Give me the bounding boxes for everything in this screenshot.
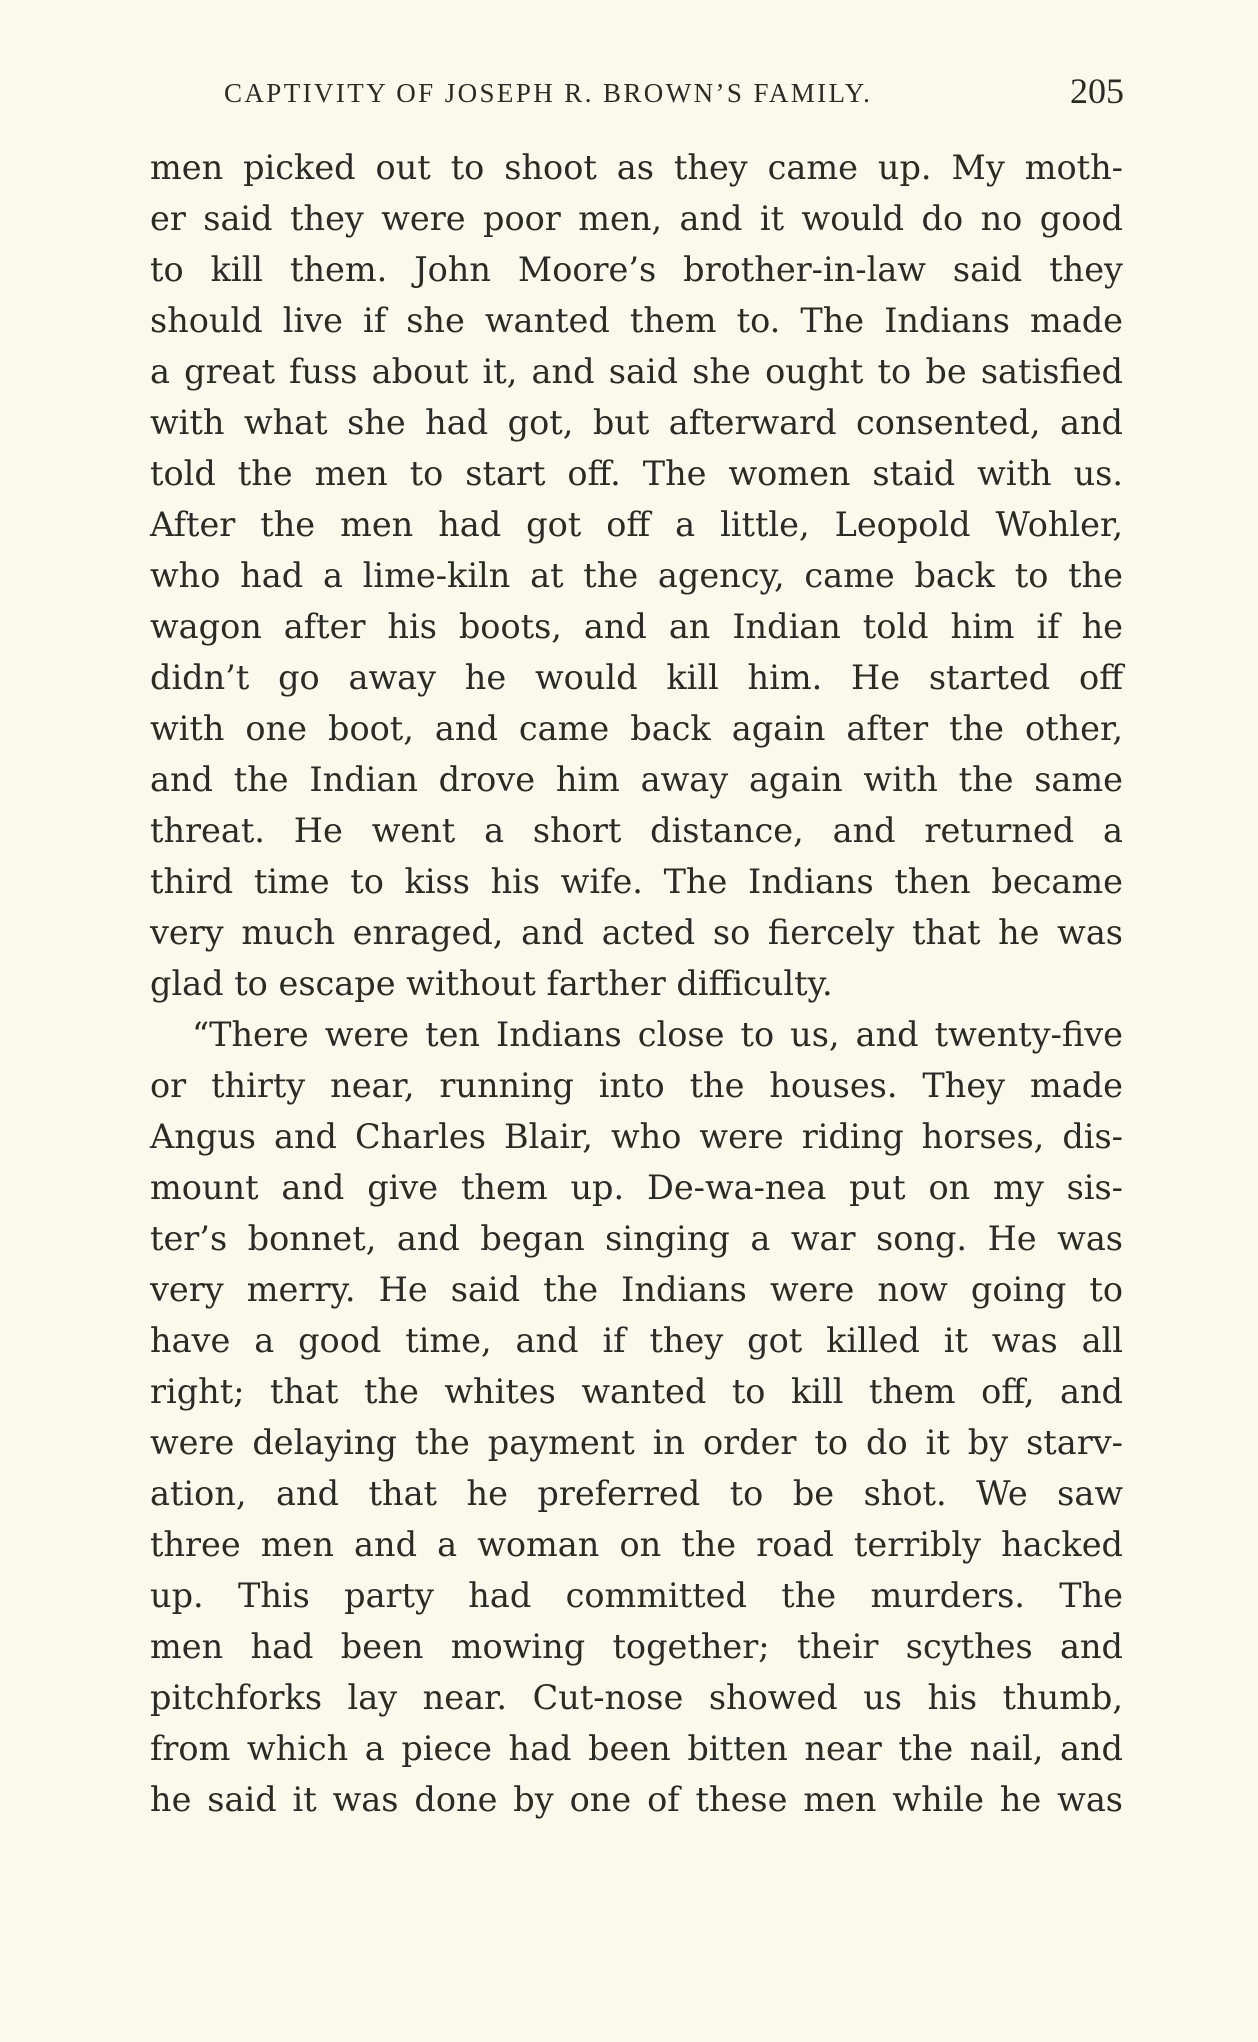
body-text — [150, 142, 1123, 1825]
running-head — [224, 70, 1124, 118]
text-line: with what she had got, but afterward consented, and — [150, 403, 1123, 442]
text-line: pitchforks lay near. Cut-nose showed us his thumb, — [150, 1678, 1123, 1717]
text-line-paragraph-start: “There were ten Indians close to us, and twenty-five — [192, 1015, 1123, 1054]
text-line: wagon after his boots, and an Indian told him if he — [150, 607, 1123, 646]
text-line: or thirty near, running into the houses. They made — [150, 1066, 1123, 1105]
text-line: men picked out to shoot as they came up. My moth- — [150, 148, 1123, 187]
text-line: third time to kiss his wife. The Indians then became — [150, 862, 1123, 901]
text-line: from which a piece had been bitten near the nail, and — [150, 1729, 1123, 1768]
text-line: told the men to start off. The women staid with us. — [150, 454, 1123, 493]
text-line: right; that the whites wanted to kill them off, and — [150, 1372, 1123, 1411]
text-line: three men and a woman on the road terribly hacked — [150, 1525, 1123, 1564]
text-line: ter’s bonnet, and began singing a war song. He was — [150, 1219, 1123, 1258]
text-line: ation, and that he preferred to be shot. We saw — [150, 1474, 1123, 1513]
text-line: should live if she wanted them to. The Indians made — [150, 301, 1123, 340]
text-line: have a good time, and if they got killed it was all — [150, 1321, 1123, 1360]
text-line: and the Indian drove him away again with the same — [150, 760, 1123, 799]
text-line: men had been mowing together; their scythes and — [150, 1627, 1123, 1666]
text-line: were delaying the payment in order to do it by starv- — [150, 1423, 1123, 1462]
text-line: After the men had got off a little, Leopold Wohler, — [150, 505, 1123, 544]
text-line: very merry. He said the Indians were now going to — [150, 1270, 1123, 1309]
text-line-paragraph-end: glad to escape without farther difficulty. — [150, 964, 833, 1003]
text-line: Angus and Charles Blair, who were riding horses, dis- — [150, 1117, 1123, 1156]
text-line: a great fuss about it, and said she ought to be satisfied — [150, 352, 1123, 391]
page-number: 205 — [1070, 71, 1124, 111]
text-line: who had a lime-kiln at the agency, came back to the — [150, 556, 1123, 595]
text-line: er said they were poor men, and it would do no good — [150, 199, 1123, 238]
text-line: didn’t go away he would kill him. He started off — [150, 658, 1123, 697]
running-title: CAPTIVITY OF JOSEPH R. BROWN’S FAMILY. — [224, 78, 873, 108]
text-line: he said it was done by one of these men while he was — [150, 1780, 1123, 1819]
text-line: to kill them. John Moore’s brother-in-law said they — [150, 250, 1123, 289]
text-line: up. This party had committed the murders. The — [150, 1576, 1123, 1615]
text-line: threat. He went a short distance, and returned a — [150, 811, 1123, 850]
text-line: very much enraged, and acted so fiercely that he was — [150, 913, 1123, 952]
text-line: mount and give them up. De-wa-nea put on my sis- — [150, 1168, 1123, 1207]
text-line: with one boot, and came back again after the other, — [150, 709, 1123, 748]
